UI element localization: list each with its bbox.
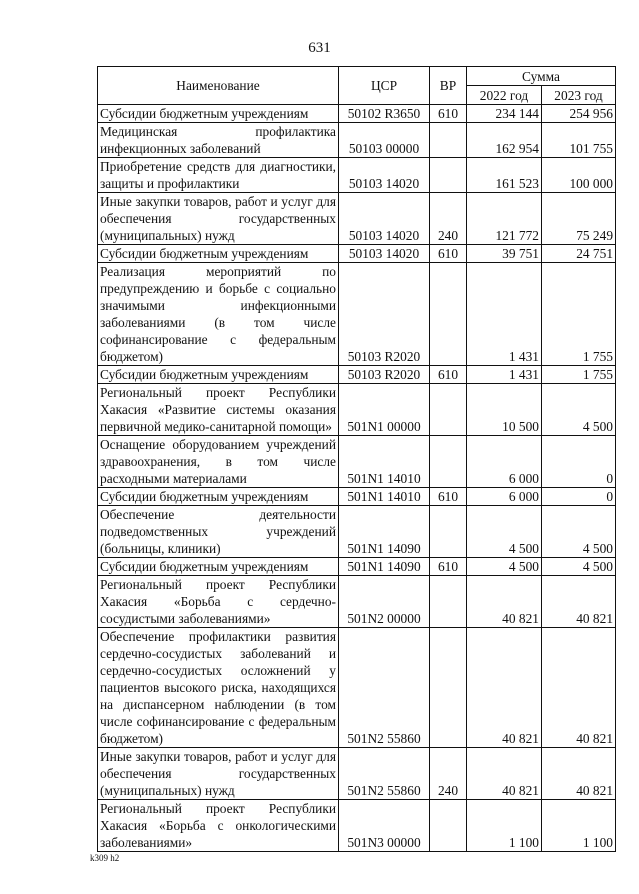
row-sum-2022: 39 751 [467,245,542,263]
row-sum-2022: 1 431 [467,366,542,384]
table-body [98,105,616,852]
table-row [98,158,616,193]
row-vr [430,628,467,748]
row-csr: 50103 R2020 [339,366,430,384]
table-row [98,436,616,488]
table-row [98,105,616,123]
table-row [98,800,616,852]
row-vr [430,576,467,628]
row-name: Субсидии бюджетным учреждениям [98,366,339,384]
row-csr: 50102 R3650 [339,105,430,123]
row-sum-2023: 75 249 [542,193,616,245]
row-sum-2023: 40 821 [542,628,616,748]
row-sum-2022: 162 954 [467,123,542,158]
row-sum-2022: 234 144 [467,105,542,123]
budget-table [97,66,616,852]
table-header [98,67,616,105]
row-sum-2023: 4 500 [542,384,616,436]
row-name: Региональный проект Республики Хакасия «Борьба с сердечно-сосудистыми заболеваниями» [98,576,339,628]
row-sum-2023: 1 755 [542,263,616,366]
header-vr: ВР [430,67,467,105]
row-vr [430,506,467,558]
row-sum-2023: 254 956 [542,105,616,123]
row-csr: 50103 14020 [339,245,430,263]
row-vr: 610 [430,558,467,576]
row-csr: 501N2 00000 [339,576,430,628]
row-vr [430,384,467,436]
row-name: Приобретение средств для диагностики, защиты и профилактики [98,158,339,193]
table-row [98,748,616,800]
page-number: 631 [308,40,331,56]
row-name: Субсидии бюджетным учреждениям [98,245,339,263]
row-csr: 501N1 14010 [339,436,430,488]
row-vr: 240 [430,748,467,800]
table-row [98,245,616,263]
row-name: Обеспечение деятельности подведомственных учреждений (больницы, клиники) [98,506,339,558]
header-year-2022: 2022 год [467,86,542,105]
row-csr: 50103 00000 [339,123,430,158]
row-vr: 610 [430,245,467,263]
table-row [98,366,616,384]
table-row [98,506,616,558]
header-name: Наименование [98,67,339,105]
row-sum-2023: 0 [542,488,616,506]
row-csr: 501N2 55860 [339,748,430,800]
row-vr: 240 [430,193,467,245]
row-csr: 501N1 14090 [339,506,430,558]
header-sum: Сумма [467,67,616,86]
row-sum-2023: 1 100 [542,800,616,852]
row-sum-2023: 40 821 [542,576,616,628]
table-row [98,628,616,748]
row-sum-2023: 40 821 [542,748,616,800]
row-csr: 501N1 14010 [339,488,430,506]
row-csr: 50103 14020 [339,158,430,193]
row-csr: 501N2 55860 [339,628,430,748]
row-sum-2022: 6 000 [467,436,542,488]
row-sum-2022: 121 772 [467,193,542,245]
row-vr [430,800,467,852]
table-row [98,576,616,628]
row-sum-2022: 161 523 [467,158,542,193]
row-csr: 50103 R2020 [339,263,430,366]
row-sum-2022: 1 100 [467,800,542,852]
row-vr [430,123,467,158]
row-name: Иные закупки товаров, работ и услуг для обеспечения государственных (муниципальных) нужд [98,748,339,800]
row-name: Субсидии бюджетным учреждениям [98,488,339,506]
row-name: Реализация мероприятий по предупреждению и борьбе с социально значимыми инфекционными заболеваниями (в том числе софинансирование с федеральным бюджетом) [98,263,339,366]
header-csr: ЦСР [339,67,430,105]
row-name: Субсидии бюджетным учреждениям [98,558,339,576]
row-vr: 610 [430,366,467,384]
row-sum-2022: 4 500 [467,558,542,576]
table-row [98,193,616,245]
row-sum-2023: 24 751 [542,245,616,263]
header-year-2023: 2023 год [542,86,616,105]
row-vr [430,158,467,193]
table-row [98,263,616,366]
row-sum-2023: 4 500 [542,558,616,576]
row-csr: 501N3 00000 [339,800,430,852]
row-name: Медицинская профилактика инфекционных заболеваний [98,123,339,158]
row-sum-2022: 10 500 [467,384,542,436]
row-sum-2022: 1 431 [467,263,542,366]
row-sum-2023: 101 755 [542,123,616,158]
row-name: Субсидии бюджетным учреждениям [98,105,339,123]
row-name: Региональный проект Республики Хакасия «Борьба с онкологическими заболеваниями» [98,800,339,852]
row-sum-2022: 40 821 [467,628,542,748]
footer-code: k309 h2 [90,853,120,863]
row-sum-2022: 40 821 [467,748,542,800]
row-vr: 610 [430,105,467,123]
row-sum-2023: 100 000 [542,158,616,193]
row-sum-2023: 4 500 [542,506,616,558]
row-csr: 501N1 14090 [339,558,430,576]
row-vr [430,263,467,366]
row-name: Региональный проект Республики Хакасия «Развитие системы оказания первичной медико-санитарной помощи» [98,384,339,436]
row-sum-2022: 6 000 [467,488,542,506]
row-sum-2023: 1 755 [542,366,616,384]
row-sum-2023: 0 [542,436,616,488]
table-row [98,488,616,506]
row-csr: 50103 14020 [339,193,430,245]
table-row [98,384,616,436]
row-name: Иные закупки товаров, работ и услуг для обеспечения государственных (муниципальных) нужд [98,193,339,245]
row-vr [430,436,467,488]
row-name: Оснащение оборудованием учреждений здравоохранения, в том числе расходными материалами [98,436,339,488]
row-vr: 610 [430,488,467,506]
row-sum-2022: 4 500 [467,506,542,558]
table-row [98,123,616,158]
table-row [98,558,616,576]
row-csr: 501N1 00000 [339,384,430,436]
row-sum-2022: 40 821 [467,576,542,628]
row-name: Обеспечение профилактики развития сердечно-сосудистых заболеваний и сердечно-сосудистых осложнений у пациентов высокого риска, находящихся на диспансерном наблюдении (в том числе софинансирование с федеральным бюджетом) [98,628,339,748]
